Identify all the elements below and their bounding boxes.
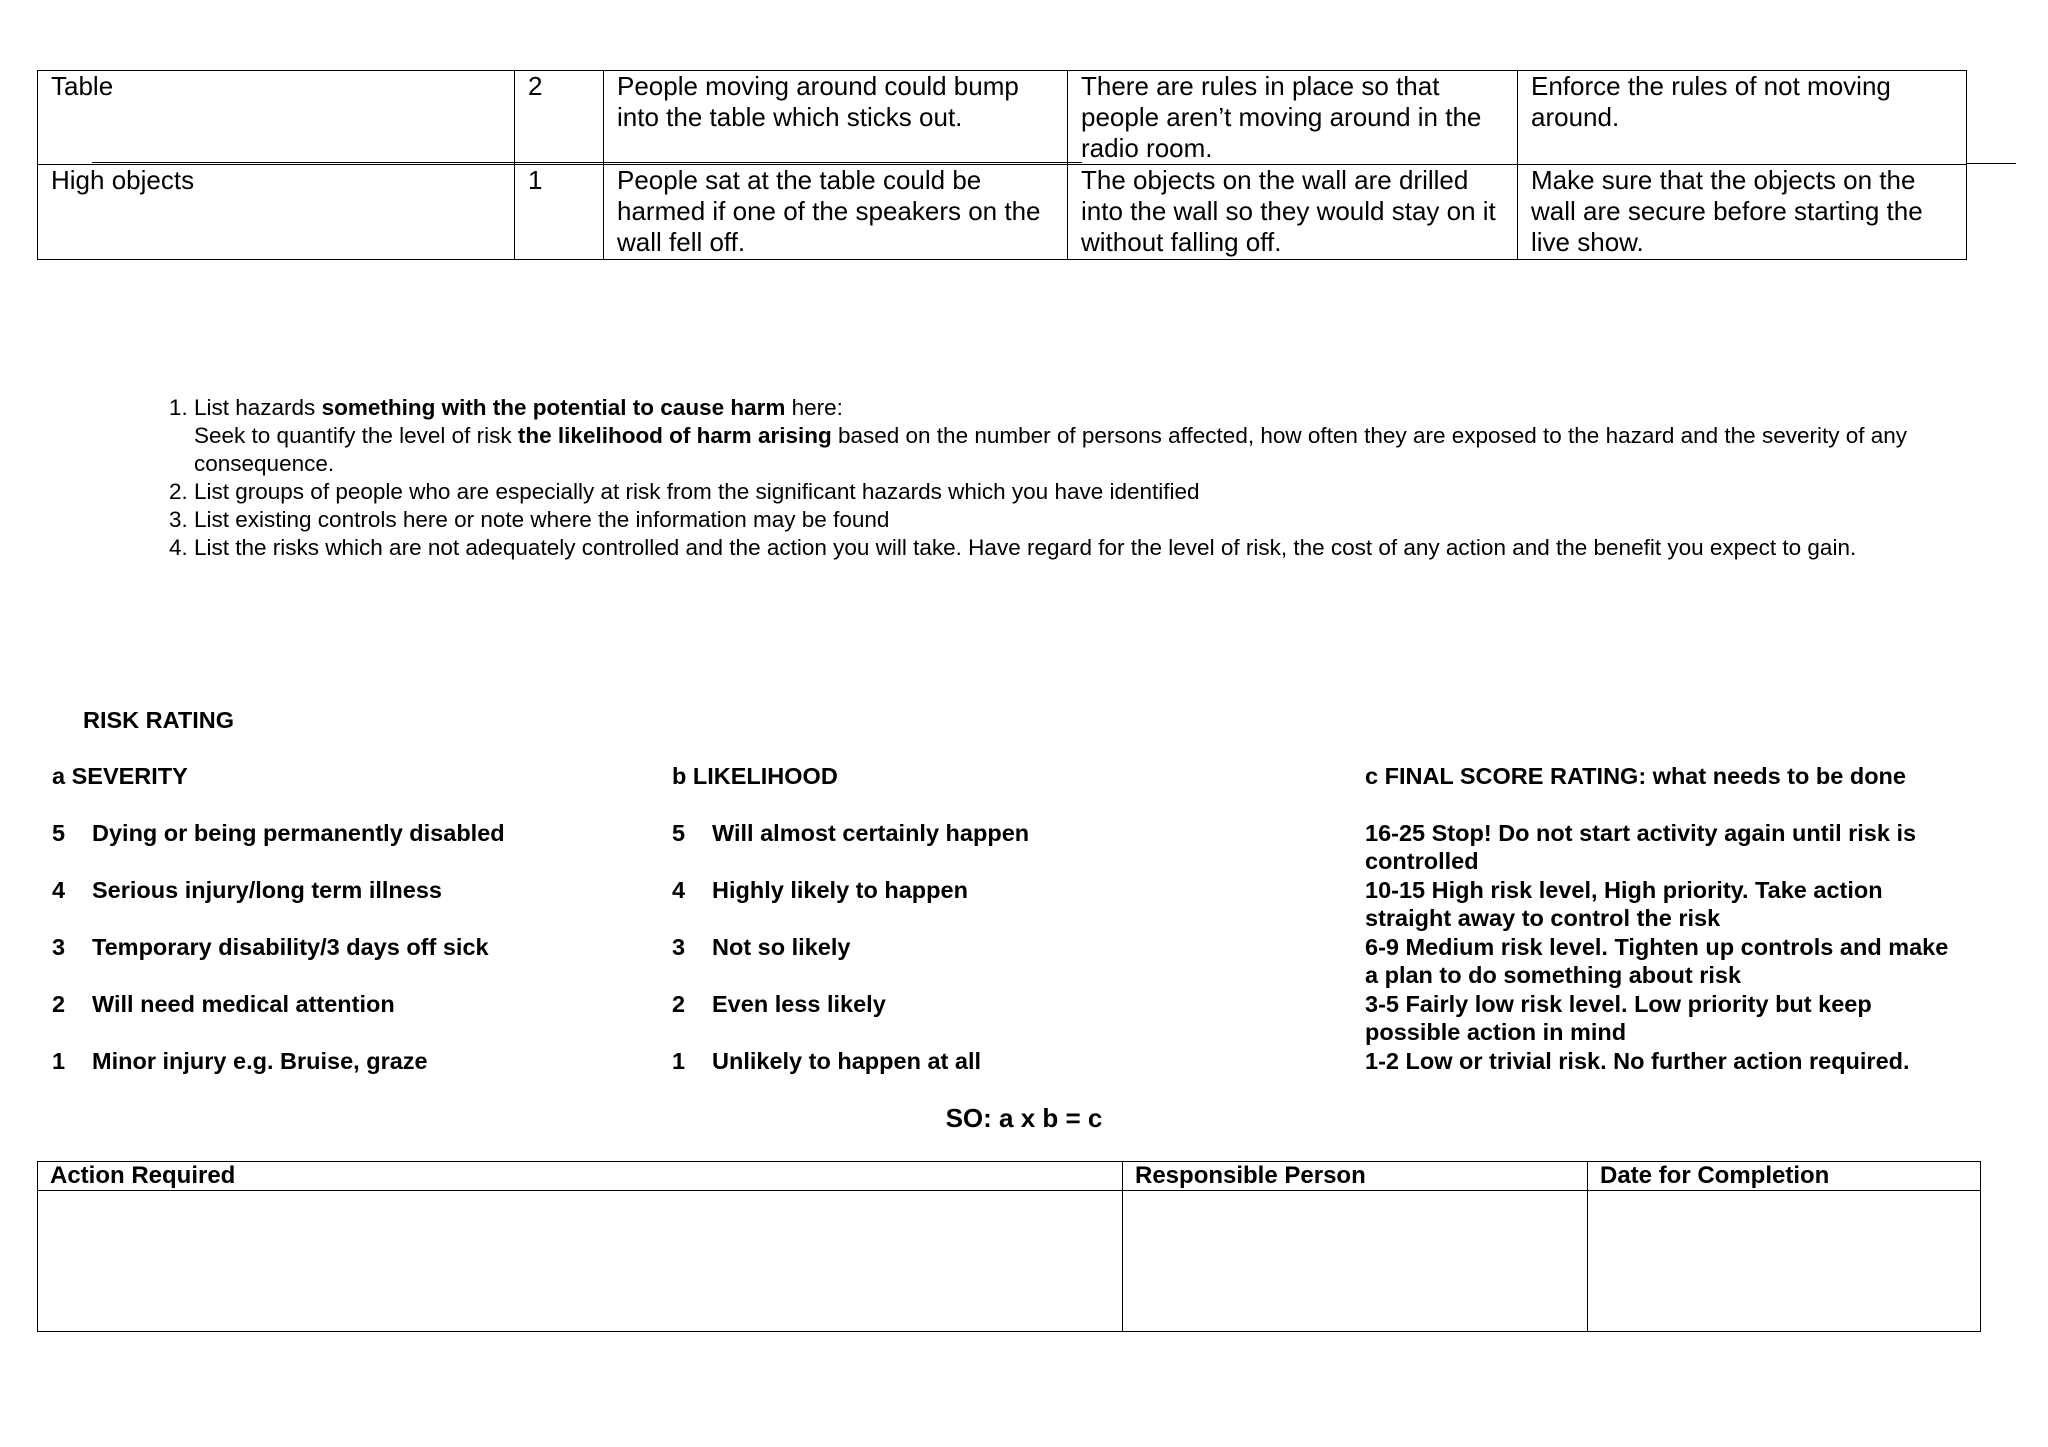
severity-item: 2 Will need medical attention <box>52 991 395 1017</box>
final-score-item: 16-25 Stop! Do not start activity again until risk is controlled <box>1365 820 1917 874</box>
likelihood-item: 2 Even less likely <box>672 991 886 1017</box>
rating-cell: 1 <box>515 165 604 260</box>
table-row <box>38 1191 1981 1332</box>
final-score-heading: c FINAL SCORE RATING: what needs to be done <box>1365 763 1906 789</box>
final-score-item: 6-9 Medium risk level. Tighten up controls and make a plan to do something about risk <box>1365 934 1949 988</box>
instructions-list <box>150 394 2024 562</box>
severity-item: 5 Dying or being permanently disabled <box>52 820 505 846</box>
list-item: 4. List the risks which are not adequately controlled and the action you will take. Have regard for the level of risk, the cost of any action and the benefit you expect to gain. <box>194 534 2024 562</box>
table-header-row <box>38 1162 1981 1191</box>
action-cell: Enforce the rules of not moving around. <box>1518 71 1967 165</box>
likelihood-item: 1 Unlikely to happen at all <box>672 1048 981 1074</box>
header-responsible-person: Responsible Person <box>1123 1162 1588 1191</box>
table-divider-line <box>92 162 1082 163</box>
hazard-cell: Table <box>38 71 515 165</box>
final-score-item: 10-15 High risk level, High priority. Take action straight away to control the risk <box>1365 877 1883 931</box>
table-row <box>38 165 1967 260</box>
action-required-cell <box>38 1191 1123 1332</box>
likelihood-item: 4 Highly likely to happen <box>672 877 968 903</box>
date-for-completion-cell <box>1588 1191 1981 1332</box>
table-row <box>38 71 1967 165</box>
risk-cell: People sat at the table could be harmed if one of the speakers on the wall fell off. <box>604 165 1068 260</box>
likelihood-item: 5 Will almost certainly happen <box>672 820 1030 846</box>
existing-controls-cell: The objects on the wall are drilled into the wall so they would stay on it without falling off. <box>1068 165 1518 260</box>
list-item: 3. List existing controls here or note where the information may be found <box>194 506 2024 534</box>
list-item: 2. List groups of people who are especially at risk from the significant hazards which you have identified <box>194 478 2024 506</box>
severity-item: 1 Minor injury e.g. Bruise, graze <box>52 1048 428 1074</box>
final-score-item: 1-2 Low or trivial risk. No further action required. <box>1365 1048 1910 1074</box>
likelihood-item: 3 Not so likely <box>672 934 851 960</box>
responsible-person-cell <box>1123 1191 1588 1332</box>
existing-controls-cell: There are rules in place so that people aren’t moving around in the radio room. <box>1068 71 1518 165</box>
severity-item: 3 Temporary disability/3 days off sick <box>52 934 489 960</box>
rating-cell: 2 <box>515 71 604 165</box>
hazard-cell: High objects <box>38 165 515 260</box>
final-score-item: 3-5 Fairly low risk level. Low priority but keep possible action in mind <box>1365 991 1872 1045</box>
severity-item: 4 Serious injury/long term illness <box>52 877 442 903</box>
action-cell: Make sure that the objects on the wall are secure before starting the live show. <box>1518 165 1967 260</box>
likelihood-heading: b LIKELIHOOD <box>672 763 838 789</box>
action-table <box>37 1161 1981 1332</box>
list-item: 1. List hazards something with the potential to cause harm here: Seek to quantify the level of risk the likelihood of harm arising based on the number of persons affected, how often they are exposed to the hazard and the severity of any consequence. <box>194 394 2024 478</box>
risk-formula: SO: a x b = c <box>945 1103 1103 1133</box>
table-divider-line <box>1966 163 2016 164</box>
hazard-table <box>37 70 1967 260</box>
header-action-required: Action Required <box>38 1162 1123 1191</box>
severity-heading: a SEVERITY <box>52 763 188 789</box>
risk-cell: People moving around could bump into the table which sticks out. <box>604 71 1068 165</box>
risk-rating-title: RISK RATING <box>83 707 235 733</box>
header-date-for-completion: Date for Completion <box>1588 1162 1981 1191</box>
